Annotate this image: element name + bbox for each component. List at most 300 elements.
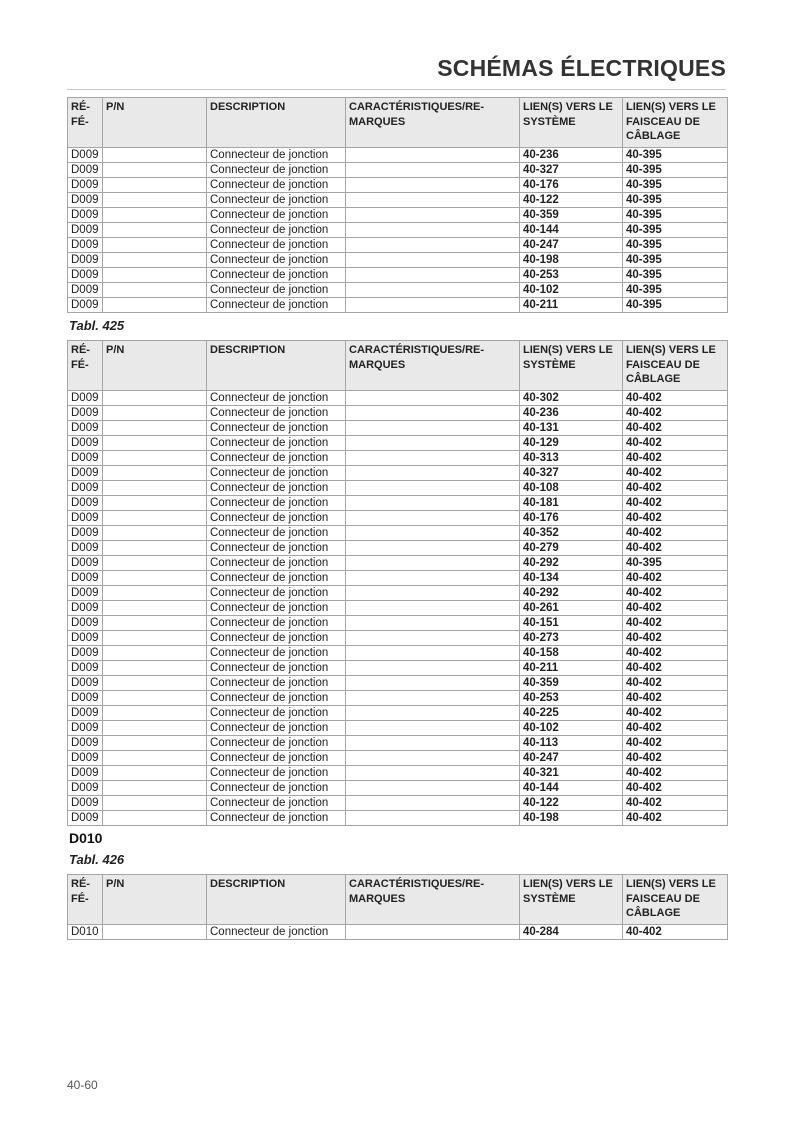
cell-harness: 40-402 bbox=[623, 765, 728, 780]
cell-notes bbox=[346, 192, 520, 207]
page-title: SCHÉMAS ÉLECTRIQUES bbox=[437, 55, 726, 81]
cell-notes bbox=[346, 765, 520, 780]
cell-desc: Connecteur de jonction bbox=[207, 282, 346, 297]
cell-harness: 40-402 bbox=[623, 645, 728, 660]
cell-pn bbox=[103, 237, 207, 252]
cell-notes bbox=[346, 585, 520, 600]
page-number: 40-60 bbox=[67, 1078, 98, 1092]
cell-harness: 40-402 bbox=[623, 510, 728, 525]
cell-notes bbox=[346, 810, 520, 825]
cell-sys: 40-102 bbox=[520, 720, 623, 735]
cell-harness: 40-395 bbox=[623, 555, 728, 570]
cell-notes bbox=[346, 282, 520, 297]
column-header: LIEN(S) VERS LE FAISCEAU DE CÂBLAGE bbox=[623, 875, 728, 925]
cell-desc: Connecteur de jonction bbox=[207, 765, 346, 780]
cell-sys: 40-144 bbox=[520, 780, 623, 795]
cell-sys: 40-211 bbox=[520, 660, 623, 675]
cell-harness: 40-402 bbox=[623, 810, 728, 825]
cell-notes bbox=[346, 162, 520, 177]
cell-pn bbox=[103, 765, 207, 780]
table-row bbox=[68, 735, 728, 750]
cell-desc: Connecteur de jonction bbox=[207, 720, 346, 735]
cell-pn bbox=[103, 297, 207, 312]
cell-harness: 40-395 bbox=[623, 297, 728, 312]
cell-sys: 40-176 bbox=[520, 510, 623, 525]
cell-ref: D009 bbox=[68, 237, 103, 252]
table-header-row bbox=[68, 98, 728, 148]
cell-harness: 40-402 bbox=[623, 720, 728, 735]
cell-pn bbox=[103, 525, 207, 540]
cell-sys: 40-129 bbox=[520, 435, 623, 450]
cell-desc: Connecteur de jonction bbox=[207, 297, 346, 312]
cell-ref: D009 bbox=[68, 540, 103, 555]
cell-desc: Connecteur de jonction bbox=[207, 252, 346, 267]
cell-notes bbox=[346, 735, 520, 750]
cell-pn bbox=[103, 510, 207, 525]
cell-sys: 40-253 bbox=[520, 267, 623, 282]
table-caption: Tabl. 426 bbox=[69, 852, 125, 867]
cell-desc: Connecteur de jonction bbox=[207, 510, 346, 525]
cell-pn bbox=[103, 780, 207, 795]
cell-harness: 40-402 bbox=[623, 675, 728, 690]
cell-ref: D009 bbox=[68, 645, 103, 660]
cell-desc: Connecteur de jonction bbox=[207, 630, 346, 645]
cell-desc: Connecteur de jonction bbox=[207, 660, 346, 675]
table-block-2 bbox=[67, 318, 727, 826]
table-row bbox=[68, 630, 728, 645]
cell-ref: D009 bbox=[68, 615, 103, 630]
cell-notes bbox=[346, 570, 520, 585]
cell-sys: 40-225 bbox=[520, 705, 623, 720]
cell-harness: 40-402 bbox=[623, 780, 728, 795]
cell-sys: 40-198 bbox=[520, 810, 623, 825]
table-header-row bbox=[68, 341, 728, 391]
table-row bbox=[68, 147, 728, 162]
cell-ref: D009 bbox=[68, 510, 103, 525]
table-row bbox=[68, 450, 728, 465]
cell-notes bbox=[346, 267, 520, 282]
cell-sys: 40-292 bbox=[520, 585, 623, 600]
cell-desc: Connecteur de jonction bbox=[207, 267, 346, 282]
table-row bbox=[68, 465, 728, 480]
cell-notes bbox=[346, 390, 520, 405]
cell-harness: 40-402 bbox=[623, 540, 728, 555]
cell-desc: Connecteur de jonction bbox=[207, 222, 346, 237]
cell-pn bbox=[103, 630, 207, 645]
column-header: DESCRIPTION bbox=[207, 875, 346, 925]
table-row bbox=[68, 495, 728, 510]
cell-pn bbox=[103, 585, 207, 600]
column-header: LIEN(S) VERS LE SYSTÈME bbox=[520, 341, 623, 391]
section-heading: D010 bbox=[69, 830, 103, 846]
cell-sys: 40-122 bbox=[520, 192, 623, 207]
cell-pn bbox=[103, 495, 207, 510]
cell-desc: Connecteur de jonction bbox=[207, 600, 346, 615]
cell-harness: 40-402 bbox=[623, 750, 728, 765]
table-row bbox=[68, 615, 728, 630]
cell-sys: 40-198 bbox=[520, 252, 623, 267]
cell-ref: D009 bbox=[68, 192, 103, 207]
cell-sys: 40-327 bbox=[520, 465, 623, 480]
cell-sys: 40-134 bbox=[520, 570, 623, 585]
cell-desc: Connecteur de jonction bbox=[207, 675, 346, 690]
cell-pn bbox=[103, 420, 207, 435]
table-row bbox=[68, 390, 728, 405]
cell-pn bbox=[103, 282, 207, 297]
cell-desc: Connecteur de jonction bbox=[207, 435, 346, 450]
cell-ref: D009 bbox=[68, 147, 103, 162]
cell-pn bbox=[103, 162, 207, 177]
table-caption: Tabl. 425 bbox=[69, 318, 125, 333]
column-header: LIEN(S) VERS LE SYSTÈME bbox=[520, 875, 623, 925]
cell-harness: 40-402 bbox=[623, 405, 728, 420]
cell-notes bbox=[346, 690, 520, 705]
cell-harness: 40-402 bbox=[623, 390, 728, 405]
cell-pn bbox=[103, 480, 207, 495]
cell-ref: D009 bbox=[68, 600, 103, 615]
cell-ref: D009 bbox=[68, 282, 103, 297]
cell-ref: D009 bbox=[68, 690, 103, 705]
cell-sys: 40-352 bbox=[520, 525, 623, 540]
cell-harness: 40-402 bbox=[623, 465, 728, 480]
cell-sys: 40-292 bbox=[520, 555, 623, 570]
table-row bbox=[68, 297, 728, 312]
cell-ref: D009 bbox=[68, 297, 103, 312]
cell-notes bbox=[346, 750, 520, 765]
cell-sys: 40-359 bbox=[520, 675, 623, 690]
cell-desc: Connecteur de jonction bbox=[207, 570, 346, 585]
cell-desc: Connecteur de jonction bbox=[207, 480, 346, 495]
cell-sys: 40-261 bbox=[520, 600, 623, 615]
table-row bbox=[68, 162, 728, 177]
cell-sys: 40-247 bbox=[520, 237, 623, 252]
cell-ref: D009 bbox=[68, 405, 103, 420]
cell-harness: 40-395 bbox=[623, 207, 728, 222]
cell-notes bbox=[346, 924, 520, 939]
cell-harness: 40-395 bbox=[623, 282, 728, 297]
cell-desc: Connecteur de jonction bbox=[207, 645, 346, 660]
cell-desc: Connecteur de jonction bbox=[207, 585, 346, 600]
cell-sys: 40-102 bbox=[520, 282, 623, 297]
cell-ref: D009 bbox=[68, 465, 103, 480]
table-row bbox=[68, 750, 728, 765]
cell-pn bbox=[103, 615, 207, 630]
cell-notes bbox=[346, 450, 520, 465]
cell-ref: D009 bbox=[68, 420, 103, 435]
cell-harness: 40-395 bbox=[623, 177, 728, 192]
cell-sys: 40-302 bbox=[520, 390, 623, 405]
column-header: CARACTÉRISTIQUES/RE- MARQUES bbox=[346, 98, 520, 148]
column-header: RÉ- FÉ- bbox=[68, 341, 103, 391]
cell-notes bbox=[346, 540, 520, 555]
table-row bbox=[68, 570, 728, 585]
cell-harness: 40-402 bbox=[623, 795, 728, 810]
table-row bbox=[68, 237, 728, 252]
cell-pn bbox=[103, 735, 207, 750]
table-row bbox=[68, 252, 728, 267]
table-row bbox=[68, 810, 728, 825]
column-header: P/N bbox=[103, 341, 207, 391]
cell-pn bbox=[103, 267, 207, 282]
cell-pn bbox=[103, 192, 207, 207]
cell-desc: Connecteur de jonction bbox=[207, 735, 346, 750]
cell-desc: Connecteur de jonction bbox=[207, 420, 346, 435]
table-row bbox=[68, 480, 728, 495]
cell-pn bbox=[103, 555, 207, 570]
cell-harness: 40-395 bbox=[623, 252, 728, 267]
cell-sys: 40-176 bbox=[520, 177, 623, 192]
cell-desc: Connecteur de jonction bbox=[207, 192, 346, 207]
cell-sys: 40-321 bbox=[520, 765, 623, 780]
table-row bbox=[68, 435, 728, 450]
cell-desc: Connecteur de jonction bbox=[207, 162, 346, 177]
cell-desc: Connecteur de jonction bbox=[207, 237, 346, 252]
cell-notes bbox=[346, 222, 520, 237]
cell-harness: 40-402 bbox=[623, 630, 728, 645]
cell-ref: D009 bbox=[68, 222, 103, 237]
cell-harness: 40-402 bbox=[623, 735, 728, 750]
cell-ref: D009 bbox=[68, 480, 103, 495]
cell-ref: D009 bbox=[68, 162, 103, 177]
cell-ref: D009 bbox=[68, 795, 103, 810]
title-divider bbox=[67, 89, 726, 90]
cell-notes bbox=[346, 720, 520, 735]
cell-harness: 40-402 bbox=[623, 450, 728, 465]
cell-sys: 40-236 bbox=[520, 147, 623, 162]
cell-ref: D009 bbox=[68, 585, 103, 600]
cell-desc: Connecteur de jonction bbox=[207, 465, 346, 480]
cell-notes bbox=[346, 297, 520, 312]
table-row bbox=[68, 600, 728, 615]
cell-ref: D009 bbox=[68, 450, 103, 465]
cell-sys: 40-236 bbox=[520, 405, 623, 420]
cell-pn bbox=[103, 705, 207, 720]
cell-notes bbox=[346, 405, 520, 420]
cell-desc: Connecteur de jonction bbox=[207, 525, 346, 540]
cell-ref: D009 bbox=[68, 555, 103, 570]
cell-harness: 40-395 bbox=[623, 222, 728, 237]
column-header: LIEN(S) VERS LE FAISCEAU DE CÂBLAGE bbox=[623, 341, 728, 391]
cell-ref: D009 bbox=[68, 495, 103, 510]
cell-pn bbox=[103, 600, 207, 615]
table-row bbox=[68, 765, 728, 780]
cell-notes bbox=[346, 237, 520, 252]
cell-notes bbox=[346, 600, 520, 615]
cell-notes bbox=[346, 495, 520, 510]
column-header: CARACTÉRISTIQUES/RE- MARQUES bbox=[346, 341, 520, 391]
cell-ref: D009 bbox=[68, 765, 103, 780]
cell-sys: 40-211 bbox=[520, 297, 623, 312]
cell-harness: 40-395 bbox=[623, 147, 728, 162]
cell-harness: 40-402 bbox=[623, 600, 728, 615]
cell-notes bbox=[346, 705, 520, 720]
table-row bbox=[68, 267, 728, 282]
cell-harness: 40-402 bbox=[623, 435, 728, 450]
cell-ref: D009 bbox=[68, 177, 103, 192]
column-header: RÉ- FÉ- bbox=[68, 98, 103, 148]
cell-sys: 40-151 bbox=[520, 615, 623, 630]
cell-pn bbox=[103, 540, 207, 555]
cell-harness: 40-402 bbox=[623, 924, 728, 939]
cell-notes bbox=[346, 645, 520, 660]
cell-ref: D009 bbox=[68, 660, 103, 675]
cell-notes bbox=[346, 780, 520, 795]
parts-table bbox=[67, 874, 728, 940]
cell-harness: 40-402 bbox=[623, 495, 728, 510]
cell-notes bbox=[346, 480, 520, 495]
table-header-row bbox=[68, 875, 728, 925]
cell-notes bbox=[346, 465, 520, 480]
table-row bbox=[68, 555, 728, 570]
cell-ref: D009 bbox=[68, 675, 103, 690]
cell-sys: 40-327 bbox=[520, 162, 623, 177]
cell-sys: 40-181 bbox=[520, 495, 623, 510]
cell-notes bbox=[346, 147, 520, 162]
cell-pn bbox=[103, 750, 207, 765]
column-header: CARACTÉRISTIQUES/RE- MARQUES bbox=[346, 875, 520, 925]
cell-desc: Connecteur de jonction bbox=[207, 780, 346, 795]
cell-desc: Connecteur de jonction bbox=[207, 810, 346, 825]
cell-pn bbox=[103, 924, 207, 939]
cell-notes bbox=[346, 510, 520, 525]
cell-harness: 40-402 bbox=[623, 660, 728, 675]
cell-pn bbox=[103, 435, 207, 450]
table-row bbox=[68, 795, 728, 810]
table-row bbox=[68, 705, 728, 720]
cell-pn bbox=[103, 450, 207, 465]
cell-pn bbox=[103, 645, 207, 660]
table-row bbox=[68, 585, 728, 600]
table-row bbox=[68, 177, 728, 192]
cell-pn bbox=[103, 405, 207, 420]
cell-desc: Connecteur de jonction bbox=[207, 540, 346, 555]
cell-sys: 40-284 bbox=[520, 924, 623, 939]
cell-harness: 40-402 bbox=[623, 690, 728, 705]
cell-desc: Connecteur de jonction bbox=[207, 750, 346, 765]
cell-sys: 40-253 bbox=[520, 690, 623, 705]
cell-sys: 40-247 bbox=[520, 750, 623, 765]
cell-pn bbox=[103, 390, 207, 405]
cell-notes bbox=[346, 630, 520, 645]
table-row bbox=[68, 690, 728, 705]
cell-sys: 40-131 bbox=[520, 420, 623, 435]
cell-pn bbox=[103, 207, 207, 222]
column-header: P/N bbox=[103, 98, 207, 148]
cell-pn bbox=[103, 177, 207, 192]
cell-sys: 40-359 bbox=[520, 207, 623, 222]
table-row bbox=[68, 525, 728, 540]
table-row bbox=[68, 780, 728, 795]
cell-notes bbox=[346, 177, 520, 192]
column-header: LIEN(S) VERS LE FAISCEAU DE CÂBLAGE bbox=[623, 98, 728, 148]
cell-notes bbox=[346, 675, 520, 690]
cell-pn bbox=[103, 810, 207, 825]
cell-sys: 40-313 bbox=[520, 450, 623, 465]
cell-desc: Connecteur de jonction bbox=[207, 924, 346, 939]
cell-pn bbox=[103, 252, 207, 267]
column-header: LIEN(S) VERS LE SYSTÈME bbox=[520, 98, 623, 148]
cell-ref: D009 bbox=[68, 525, 103, 540]
table-row bbox=[68, 222, 728, 237]
cell-harness: 40-395 bbox=[623, 267, 728, 282]
cell-ref: D009 bbox=[68, 735, 103, 750]
cell-ref: D009 bbox=[68, 252, 103, 267]
column-header: DESCRIPTION bbox=[207, 341, 346, 391]
cell-sys: 40-158 bbox=[520, 645, 623, 660]
cell-notes bbox=[346, 420, 520, 435]
cell-sys: 40-113 bbox=[520, 735, 623, 750]
cell-harness: 40-402 bbox=[623, 420, 728, 435]
cell-sys: 40-273 bbox=[520, 630, 623, 645]
cell-notes bbox=[346, 207, 520, 222]
cell-harness: 40-395 bbox=[623, 162, 728, 177]
cell-desc: Connecteur de jonction bbox=[207, 147, 346, 162]
cell-harness: 40-395 bbox=[623, 237, 728, 252]
cell-pn bbox=[103, 570, 207, 585]
cell-notes bbox=[346, 435, 520, 450]
table-block-3 bbox=[67, 830, 727, 940]
column-header: DESCRIPTION bbox=[207, 98, 346, 148]
cell-ref: D009 bbox=[68, 390, 103, 405]
cell-ref: D009 bbox=[68, 570, 103, 585]
cell-ref: D009 bbox=[68, 750, 103, 765]
column-header: RÉ- FÉ- bbox=[68, 875, 103, 925]
cell-notes bbox=[346, 555, 520, 570]
cell-sys: 40-122 bbox=[520, 795, 623, 810]
cell-pn bbox=[103, 795, 207, 810]
cell-notes bbox=[346, 252, 520, 267]
cell-notes bbox=[346, 795, 520, 810]
table-row bbox=[68, 510, 728, 525]
cell-ref: D009 bbox=[68, 705, 103, 720]
table-row bbox=[68, 660, 728, 675]
cell-pn bbox=[103, 660, 207, 675]
table-row bbox=[68, 924, 728, 939]
cell-harness: 40-402 bbox=[623, 615, 728, 630]
column-header: P/N bbox=[103, 875, 207, 925]
cell-harness: 40-395 bbox=[623, 192, 728, 207]
cell-ref: D009 bbox=[68, 207, 103, 222]
table-row bbox=[68, 720, 728, 735]
cell-desc: Connecteur de jonction bbox=[207, 405, 346, 420]
table-row bbox=[68, 405, 728, 420]
parts-table bbox=[67, 340, 728, 826]
cell-pn bbox=[103, 675, 207, 690]
cell-desc: Connecteur de jonction bbox=[207, 690, 346, 705]
cell-ref: D010 bbox=[68, 924, 103, 939]
cell-notes bbox=[346, 525, 520, 540]
cell-pn bbox=[103, 147, 207, 162]
cell-notes bbox=[346, 660, 520, 675]
cell-harness: 40-402 bbox=[623, 480, 728, 495]
cell-ref: D009 bbox=[68, 780, 103, 795]
table-row bbox=[68, 540, 728, 555]
table-row bbox=[68, 282, 728, 297]
cell-harness: 40-402 bbox=[623, 570, 728, 585]
cell-ref: D009 bbox=[68, 630, 103, 645]
table-row bbox=[68, 192, 728, 207]
cell-desc: Connecteur de jonction bbox=[207, 495, 346, 510]
table-block-1 bbox=[67, 97, 727, 313]
cell-pn bbox=[103, 222, 207, 237]
cell-pn bbox=[103, 720, 207, 735]
cell-ref: D009 bbox=[68, 720, 103, 735]
cell-sys: 40-108 bbox=[520, 480, 623, 495]
cell-desc: Connecteur de jonction bbox=[207, 705, 346, 720]
table-row bbox=[68, 675, 728, 690]
cell-ref: D009 bbox=[68, 435, 103, 450]
table-row bbox=[68, 207, 728, 222]
